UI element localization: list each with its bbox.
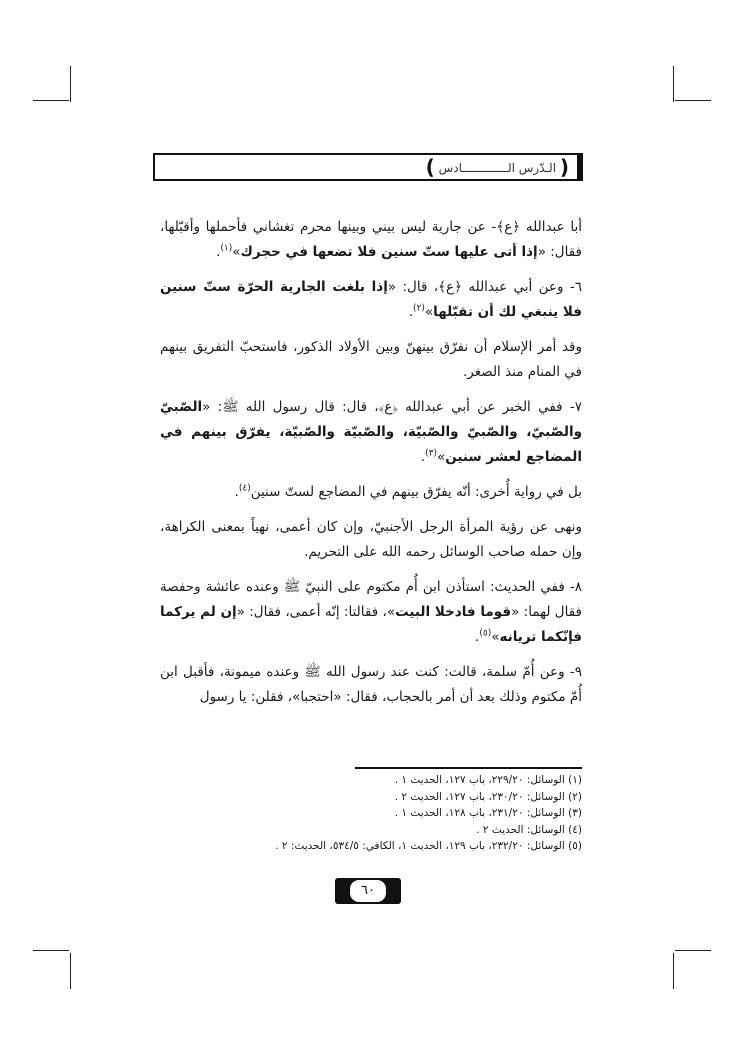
footnote: (٣) الوسائل: ٢٣١/٢٠، باب ١٢٨، الحديث ١ . xyxy=(394,807,582,820)
paragraph: وقد أمر الإسلام أن نفرّق بينهنّ وبين الأولاد الذكور، فاستحبّ التفريق بينهم في المنام منذ الصغر. xyxy=(160,339,582,380)
crop-mark xyxy=(675,950,711,951)
paragraph: بل في رواية أُخرى: أنّه يفرّق بينهم في المضاجع لستّ سنين$^{(٤)}$. xyxy=(234,483,582,500)
crop-mark xyxy=(673,953,674,989)
page-body xyxy=(160,215,582,720)
paragraph: ونهى عن رؤية المرأة الرجل الأجنبيّ، وإن كان أعمى، نهياً بمعنى الكراهة، وإن حمله صاحب الوسائل رحمه الله على التحريم. xyxy=(160,519,582,560)
crop-mark xyxy=(33,100,69,101)
footnote-rule xyxy=(355,767,582,769)
header-title-frame xyxy=(420,156,575,178)
paragraph: ٩- وعن أُمّ سلمة، قالت: كنت عند رسول الله ﷺ وعنده ميمونة، فأقبل ابن أُمّ مكتوم وذلك بعد أن أمر بالحجاب، فقال: «احتجبا»، فقلن: يا رسول xyxy=(160,664,582,705)
footnote: (٢) الوسائل: ٢٣٠/٢٠، باب ١٢٧، الحديث ٢ . xyxy=(394,790,582,803)
crop-mark xyxy=(70,953,71,989)
footnote: (١) الوسائل: ٢٢٩/٢٠، باب ١٢٧، الحديث ١ . xyxy=(394,774,582,786)
paragraph: أبا عبدالله ﴿ع﴾- عن جارية ليس بيني وبينها محرم تغشاني فأحملها وأقبّلها، فقال: «إذا أتى عليها ستّ سنين فلا تضعها في حجرك»$^{(١)}$. xyxy=(160,219,582,260)
bracket-icon: ) xyxy=(425,155,435,179)
paragraph: ٨- ففي الحديث: استأذن ابن أُم مكتوم على النبيّ ﷺ وعنده عائشة وحفصة فقال لهما: «قوما فادخلا البيت»، فقالتا: إنّه أعمى، فقال: «إن لم يركما فإنّكما تريانه»$^{(٥)}$. xyxy=(160,579,582,645)
footnote: (٥) الوسائل: ٢٣٢/٢٠، باب ١٢٩، الحديث ١، الكافي: ٥٣٤/٥، الحديث: ٢ . xyxy=(275,840,582,853)
running-header xyxy=(153,153,583,181)
crop-mark xyxy=(70,66,71,102)
footnotes xyxy=(200,772,582,855)
crop-mark xyxy=(33,950,69,951)
crop-mark xyxy=(675,100,711,101)
page-number-frame xyxy=(335,878,401,904)
paragraph: ٧- ففي الخبر عن أبي عبدالله ﴿ع﴾، قال: قال رسول الله ﷺ: «الصّبيّ والصّبيّ، والصّبيّ والصّبيّة، والصّبيّة والصّبيّة، يفرّق بينهم في المضاجع لعشر سنين»$^{(٣)}$. xyxy=(160,399,582,465)
footnote: (٤) الوسائل: الحديث ٢ . xyxy=(476,823,582,836)
header-title: الـدّرس الـــــــــــــادس xyxy=(438,161,557,175)
bracket-icon: ( xyxy=(559,155,569,179)
page-number: ٦٠ xyxy=(350,880,386,902)
crop-mark xyxy=(673,66,674,102)
paragraph: ٦- وعن أبي عبدالله ﴿ع﴾، قال: «إذا بلغت الجارية الحرّة ستّ سنين فلا ينبغي لك أن تقبّلها»$^{(٢)}$. xyxy=(160,279,582,320)
